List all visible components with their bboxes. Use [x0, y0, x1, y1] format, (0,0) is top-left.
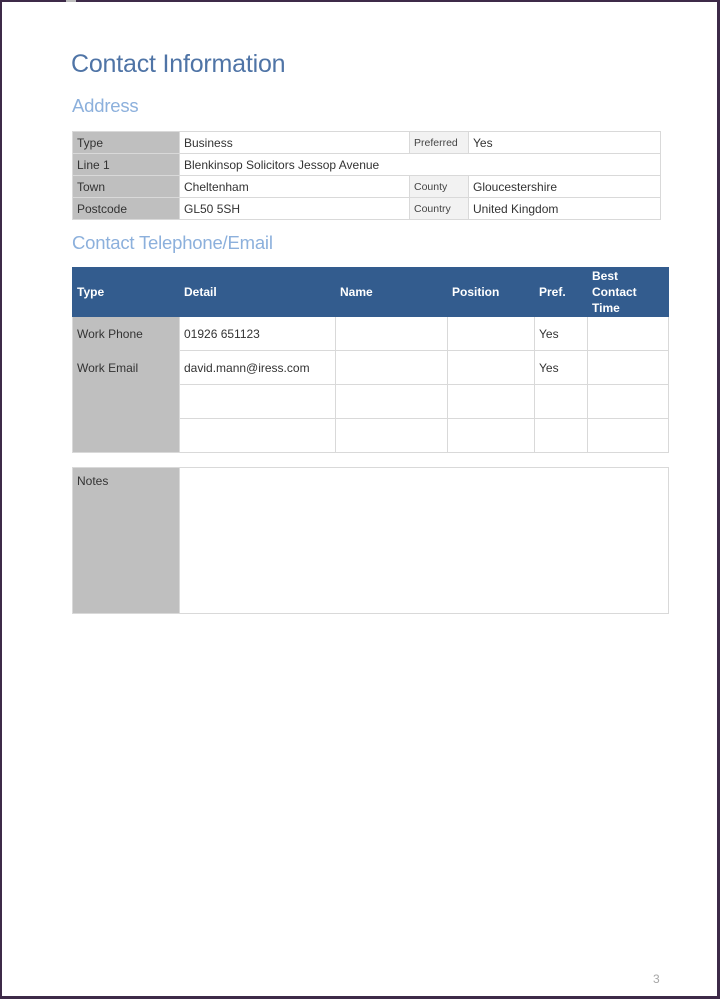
- contact-name-cell: [336, 351, 448, 385]
- page-tab-marker: [66, 0, 76, 2]
- column-header-best-time: Best Contact Time: [588, 268, 669, 317]
- address-postcode-label: Postcode: [73, 198, 180, 220]
- contact-heading: Contact Telephone/Email: [72, 232, 273, 253]
- column-header-detail: Detail: [180, 268, 336, 317]
- contact-best-time-cell: [588, 385, 669, 419]
- contact-detail-cell: 01926 651123: [180, 317, 336, 351]
- contact-name-cell: [336, 385, 448, 419]
- contact-table: [72, 267, 669, 453]
- contact-name-cell: [336, 419, 448, 453]
- contact-pref-cell: [535, 419, 588, 453]
- address-town-value: Cheltenham: [180, 176, 410, 198]
- contact-type-cell: [73, 385, 180, 419]
- notes-row: [73, 468, 669, 614]
- page-title: Contact Information: [71, 50, 286, 78]
- notes-value: [180, 468, 669, 614]
- address-type-value: Business: [180, 132, 410, 154]
- address-postcode-value: GL50 5SH: [180, 198, 410, 220]
- contact-pref-cell: Yes: [535, 317, 588, 351]
- contact-position-cell: [448, 419, 535, 453]
- contact-type-cell: Work Email: [73, 351, 180, 385]
- contact-detail-cell: [180, 385, 336, 419]
- address-table: [72, 131, 661, 220]
- table-row: [73, 351, 669, 385]
- contact-pref-cell: [535, 385, 588, 419]
- address-preferred-label: Preferred: [410, 132, 469, 154]
- contact-best-time-cell: [588, 419, 669, 453]
- contact-detail-cell: [180, 419, 336, 453]
- address-type-label: Type: [73, 132, 180, 154]
- address-row-type: [73, 132, 661, 154]
- address-country-value: United Kingdom: [469, 198, 661, 220]
- column-header-type: Type: [73, 268, 180, 317]
- address-preferred-value: Yes: [469, 132, 661, 154]
- address-county-value: Gloucestershire: [469, 176, 661, 198]
- contact-best-time-cell: [588, 317, 669, 351]
- notes-table: [72, 467, 669, 614]
- contact-best-time-cell: [588, 351, 669, 385]
- table-row: [73, 317, 669, 351]
- address-row-postcode: [73, 198, 661, 220]
- contact-position-cell: [448, 351, 535, 385]
- column-header-position: Position: [448, 268, 535, 317]
- notes-label: Notes: [73, 468, 180, 614]
- address-row-line1: [73, 154, 661, 176]
- column-header-name: Name: [336, 268, 448, 317]
- contact-type-cell: Work Phone: [73, 317, 180, 351]
- contact-type-cell: [73, 419, 180, 453]
- contact-header-row: [73, 268, 669, 317]
- table-row: [73, 419, 669, 453]
- contact-name-cell: [336, 317, 448, 351]
- contact-pref-cell: Yes: [535, 351, 588, 385]
- address-county-label: County: [410, 176, 469, 198]
- contact-detail-cell: david.mann@iress.com: [180, 351, 336, 385]
- address-town-label: Town: [73, 176, 180, 198]
- table-row: [73, 385, 669, 419]
- address-country-label: Country: [410, 198, 469, 220]
- address-row-town: [73, 176, 661, 198]
- column-header-pref: Pref.: [535, 268, 588, 317]
- address-line1-label: Line 1: [73, 154, 180, 176]
- contact-position-cell: [448, 317, 535, 351]
- address-heading: Address: [72, 95, 139, 116]
- contact-position-cell: [448, 385, 535, 419]
- address-line1-value: Blenkinsop Solicitors Jessop Avenue: [180, 154, 661, 176]
- page-number: 3: [653, 972, 660, 986]
